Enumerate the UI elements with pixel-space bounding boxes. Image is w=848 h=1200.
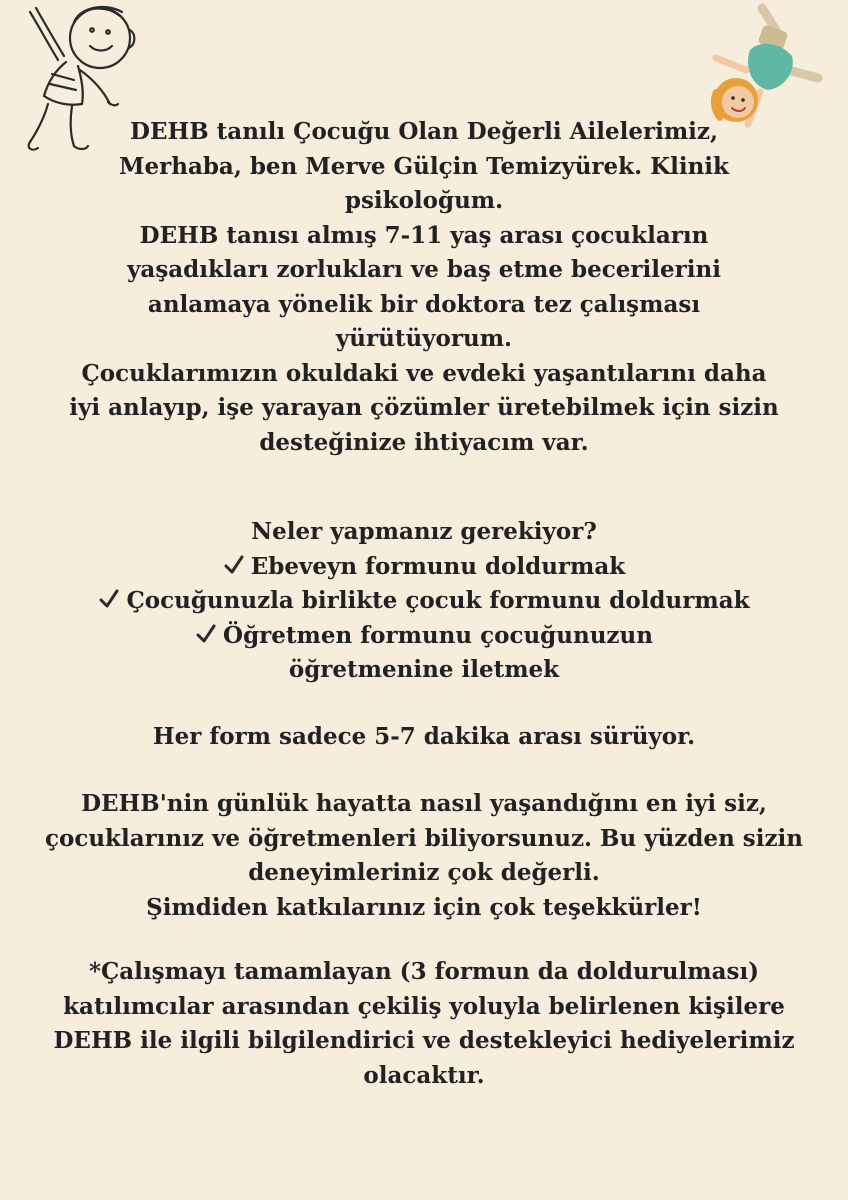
task-text: Ebeveyn formunu doldurmak: [250, 552, 626, 580]
introduction: Merhaba, ben Merve Gülçin Temizyürek. Klinik psikoloğum.: [119, 152, 729, 214]
tasks-section: [24, 515, 824, 688]
raffle-section: [24, 955, 824, 1093]
intro-section: [24, 115, 824, 460]
check-icon: [98, 588, 120, 610]
task-item: [24, 584, 824, 619]
greeting: DEHB tanılı Çocuğu Olan Değerli Ailelerimiz,: [130, 118, 718, 145]
task-text: Çocuğunuzla birlikte çocuk formunu doldurmak: [126, 587, 750, 614]
tasks-list: [24, 550, 824, 688]
check-icon: [223, 554, 245, 576]
check-icon: [195, 623, 217, 645]
closing-value: DEHB'nin günlük hayatta nasıl yaşandığını en iyi siz, çocuklarınız ve öğretmenleri biliyorsunuz. Bu yüzden sizin deneyimleriniz çok değerli.: [44, 790, 804, 886]
task-item: [24, 550, 824, 585]
closing-thanks: Şimdiden katkılarınız için çok teşekkürler!: [146, 893, 702, 921]
support-request: Çocuklarımızın okuldaki ve evdeki yaşantılarını daha iyi anlayıp, işe yarayan çözümler üretebilmek için sizin desteğinize ihtiyacım var.: [69, 359, 779, 456]
closing-section: [24, 787, 824, 925]
task-text: Öğretmen formunu çocuğunuzun öğretmenine iletmek: [223, 621, 653, 683]
study-description: DEHB tanısı almış 7-11 yaş arası çocukların yaşadıkları zorlukları ve baş etme becerilerini anlamaya yönelik bir doktora tez çalışması yürütüyorum.: [127, 221, 721, 352]
tasks-heading: Neler yapmanız gerekiyor?: [251, 518, 597, 545]
raffle-note: *Çalışmayı tamamlayan (3 formun da doldurulması) katılımcılar arasından çekiliş yoluyla belirlenen kişilere DEHB ile ilgili bilgilendirici ve destekleyici hediyelerimiz olacaktır.: [53, 958, 795, 1089]
task-item: [24, 619, 824, 688]
duration-section: [24, 720, 824, 755]
duration-note: Her form sadece 5-7 dakika arası sürüyor.: [152, 723, 696, 750]
